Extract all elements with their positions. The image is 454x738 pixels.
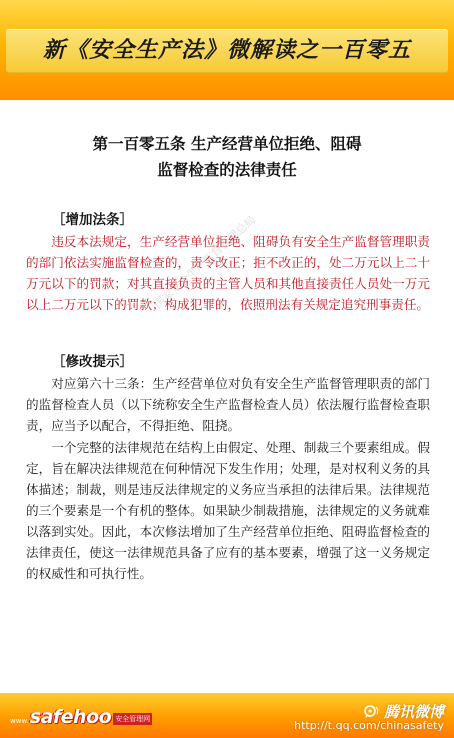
article-title-line2: 监督检查的法律责任 [157, 161, 297, 179]
revision-tip-paragraph-2: 一个完整的法律规范在结构上由假定、处理、制裁三个要素组成。假定，旨在解决法律规范在何种情况下发生作用；处理，是对权利义务的具体描述；制裁，则是违反法律规定的义务应当承担的法律后果。法律规范的三个要素是一个有机的整体。如果缺少制裁措施，法律规定的义务就难以落到实处。因此，本次修法增加了生产经营单位拒绝、阻碍监督检查的法律责任，使这一法律规范具备了应有的基本要素，增强了这一义务规定的权威性和可执行性。 [26, 440, 430, 581]
added-clause-label: ［增加法条］ [52, 212, 133, 228]
footer-bar [0, 693, 454, 738]
tencent-weibo-icon [362, 705, 380, 719]
revision-tip-label: ［修改提示］ [52, 354, 133, 370]
header-banner [0, 0, 454, 100]
revision-tip-paragraph-1: 对应第六十三条：生产经营单位对负有安全生产监督管理职责的部门的监督检查人员（以下统称安全生产监督检查人员）依法履行监督检查职责，应当予以配合，不得拒绝、阻挠。 [26, 376, 430, 433]
logo-prefix: www. [10, 717, 29, 725]
weibo-url-link[interactable]: http://t.qq.com/chinasafety [294, 719, 444, 732]
banner-title: 新《安全生产法》微解读之一百零五 [42, 38, 411, 63]
added-clause-text: 违反本法规定，生产经营单位拒绝、阻碍负有安全生产监督管理职责的部门依法实施监督检查的，责令改正；拒不改正的，处二万元以上二十万元以下的罚款；对其直接负责的主管人员和其他直接责任人员处一万元以上二万元以下的罚款；构成犯罪的，依照刑法有关规定追究刑事责任。 [26, 234, 430, 312]
article-title-line1: 第一百零五条 生产经营单位拒绝、阻碍 [92, 135, 362, 153]
weibo-brand-text: 腾讯微博 [383, 703, 444, 721]
safehoo-logo[interactable] [10, 706, 152, 728]
logo-main-text: safehoo [29, 706, 112, 728]
logo-suffix: 安全管理网 [115, 715, 151, 723]
watermark: 国家安全生产监督管理总局 [151, 213, 259, 312]
